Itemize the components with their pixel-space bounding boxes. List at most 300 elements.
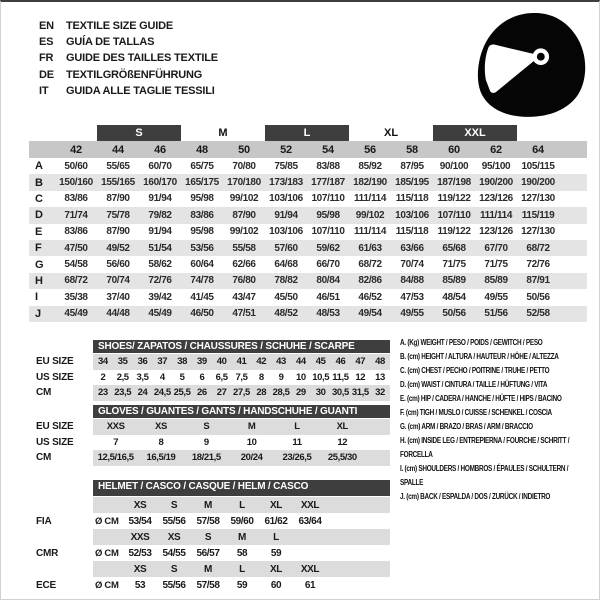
size-value-cell: 52/58 (526, 308, 550, 320)
size-value-cell: 10 (295, 371, 306, 383)
size-value-cell: 23,5 (114, 387, 132, 399)
measurement-letter: B (35, 176, 43, 189)
legend-item: I. (cm) SHOULDERS / HOMBROS / ÉPAULES / SCHULTERN / SPALLE (400, 464, 569, 487)
size-table-row (29, 174, 587, 190)
size-value-cell: 115/119 (521, 209, 555, 221)
row-pad-cell (559, 273, 587, 289)
size-value-cell: 28 (256, 387, 267, 399)
size-band (97, 125, 181, 141)
size-value-cell: 65/75 (190, 160, 214, 172)
row-label-spacer (29, 480, 93, 496)
size-value-cell: 66/70 (316, 259, 340, 271)
size-value-cell: 39/42 (148, 291, 172, 303)
size-value-cell: 30 (315, 387, 326, 399)
size-value-cell: 67/70 (484, 242, 508, 254)
row-pad-cell (559, 289, 587, 305)
size-value-cell: 62/66 (232, 259, 256, 271)
size-value-cell: 119/122 (437, 193, 471, 205)
size-table-row (29, 191, 587, 207)
size-value-cell: 34 (98, 356, 108, 368)
size-value-cell: 59 (236, 579, 248, 591)
size-value-cell: 103/106 (269, 226, 303, 238)
size-value-cell: 165/175 (185, 177, 219, 189)
size-value-cell: 45 (315, 356, 326, 368)
helmet-table-row (29, 577, 587, 593)
size-header-cell: 46 (139, 141, 181, 158)
size-value-cell: 41/45 (190, 291, 214, 303)
size-value-cell: 48/52 (274, 308, 298, 320)
size-band (349, 125, 433, 141)
size-value-cell: 47/53 (400, 291, 424, 303)
size-table-row (29, 158, 587, 174)
size-value-cell: 71/75 (484, 259, 508, 271)
size-value-cell: 60/64 (190, 259, 214, 271)
size-value-cell: 49/52 (106, 242, 130, 254)
size-value-cell: M (238, 531, 246, 543)
size-value-cell: 74/78 (190, 275, 214, 287)
row-label: CMR (36, 547, 59, 559)
size-value-cell: 45/49 (148, 308, 172, 320)
row-pad-cell (559, 256, 587, 272)
legend-item: J. (cm) BACK / ESPALDA / DOS / ZURÜCK / INDIETRO (400, 492, 551, 501)
size-value-cell: 70/74 (106, 275, 130, 287)
size-value-cell: 25,5/30 (327, 452, 357, 464)
size-value-cell: XS (155, 421, 167, 433)
size-value-cell: 107/110 (311, 226, 345, 238)
size-band (265, 125, 349, 141)
row-pad-cell (559, 240, 587, 256)
size-value-cell: 39 (196, 356, 207, 368)
legend-item: H. (cm) INSIDE LEG / ENTREPIERNA / FOURCHE / SCHRITT / FORCELLA (400, 436, 570, 459)
language-title: GUIDE DES TAILLES TEXTILE (66, 52, 218, 65)
language-title: GUIDA ALLE TAGLIE TESSILI (66, 84, 215, 97)
row-label: US SIZE (36, 436, 74, 448)
language-title: TEXTILE SIZE GUIDE (66, 20, 174, 32)
size-value-cell: 59/62 (316, 242, 340, 254)
size-band-row (29, 125, 587, 141)
size-value-cell: 111/114 (354, 193, 387, 205)
size-value-cell: 87/90 (106, 226, 130, 238)
helmet-table-cells (93, 513, 390, 529)
size-table-row (29, 207, 587, 223)
size-value-cell: 46 (335, 356, 346, 368)
size-value-cell: 18/21,5 (191, 452, 221, 464)
size-value-cell: 49/55 (484, 291, 508, 303)
legend-item: E. (cm) HIP / CADERA / HANCHE / HÜFTE / HIPS / BACINO (400, 394, 562, 403)
size-value-cell: 71/74 (64, 209, 88, 221)
size-value-cell: 47/50 (64, 242, 88, 254)
helmet-table-row (29, 513, 587, 529)
size-value-cell: 12 (337, 436, 348, 448)
size-value-cell: 56/57 (196, 547, 220, 559)
row-label: EU SIZE (36, 421, 74, 433)
size-table-row (29, 240, 587, 256)
size-value-cell: 61 (304, 579, 316, 591)
size-value-cell: 182/190 (353, 177, 387, 189)
size-value-cell: 55/56 (162, 579, 186, 591)
size-value-cell: 103/106 (269, 193, 303, 205)
size-value-cell: 63/66 (400, 242, 424, 254)
row-label: CM (36, 452, 52, 464)
size-value-cell: 160/170 (143, 177, 177, 189)
size-header-spacer (29, 141, 55, 158)
size-value-cell: XS (167, 531, 181, 543)
band-spacer (517, 125, 587, 141)
size-value-cell: 111/114 (480, 209, 513, 221)
size-value-cell: 9 (278, 371, 284, 383)
helmet-table-cells (93, 497, 390, 513)
size-header-cell: 62 (475, 141, 517, 158)
size-header-cell: 60 (433, 141, 475, 158)
size-value-cell: 51/54 (148, 242, 172, 254)
size-value-cell: XXL (300, 563, 320, 575)
gloves-table-cells (93, 435, 390, 451)
language-code: EN (39, 20, 54, 32)
size-value-cell: 11 (292, 436, 302, 448)
size-header-cell: 56 (349, 141, 391, 158)
size-value-cell: 53/56 (190, 242, 214, 254)
size-value-cell: 127/130 (521, 226, 555, 238)
size-value-cell: 63/64 (298, 515, 322, 527)
size-band-label: L (265, 125, 349, 141)
size-band-label: XL (384, 127, 399, 139)
size-value-cell: 57/60 (274, 242, 298, 254)
size-value-cell: 26 (196, 387, 207, 399)
size-value-cell: 58/62 (148, 259, 172, 271)
size-value-cell: 90/100 (439, 160, 469, 172)
size-value-cell: 32 (375, 387, 385, 399)
size-value-cell: L (239, 499, 245, 511)
helmet-table-cells (93, 561, 390, 577)
gloves-table-cells (93, 419, 390, 435)
size-value-cell: 44 (295, 356, 306, 368)
legend-item: C. (cm) CHEST / PECHO / POITRINE / TRUHE / PETTO (400, 366, 550, 375)
size-value-cell: 68/72 (358, 259, 382, 271)
size-table-row (29, 256, 587, 272)
size-value-cell: 8 (158, 436, 164, 448)
row-label: ECE (36, 579, 56, 591)
size-table-body (29, 158, 587, 322)
size-value-cell: 30,5 (332, 387, 349, 399)
measurement-letter: J (35, 307, 42, 320)
size-value-cell: 20/24 (240, 452, 263, 464)
size-value-cell: 111/114 (354, 226, 387, 238)
size-value-cell: 68/72 (526, 242, 550, 254)
size-value-cell: 11,5 (332, 371, 349, 383)
size-value-cell: 7 (113, 436, 119, 448)
size-value-cell: 46/52 (358, 291, 382, 303)
size-value-cell: 95/100 (481, 160, 511, 172)
size-value-cell: 47 (355, 356, 366, 368)
size-value-cell: 177/187 (311, 177, 345, 189)
shoes-table-title-bar: SHOES/ ZAPATOS / CHAUSSURES / SCHUHE / SCARPE (93, 340, 390, 353)
size-value-cell: 41 (236, 356, 247, 368)
measurement-letter: C (35, 192, 43, 205)
size-value-cell: 83/86 (64, 193, 88, 205)
size-table-row (29, 306, 587, 322)
legend-item: G. (cm) ARM / BRAZO / BRAS / ARM / BRACCIO (400, 422, 533, 431)
language-title: TEXTILGRÖßENFÜHRUNG (66, 68, 203, 81)
size-value-cell: 24 (137, 387, 148, 399)
size-value-cell: 82/86 (358, 275, 382, 287)
language-row (39, 34, 218, 50)
size-value-cell: 58 (236, 547, 248, 559)
size-value-cell: L (239, 563, 245, 575)
size-value-cell: 115/118 (395, 193, 429, 205)
size-value-cell: 83/86 (64, 226, 88, 238)
size-value-cell: 105/115 (521, 160, 555, 172)
size-value-cell: 72/76 (148, 275, 172, 287)
size-value-cell: 107/110 (311, 193, 345, 205)
size-band-label: M (218, 127, 228, 139)
language-code: DE (39, 68, 54, 81)
size-value-cell: S (170, 499, 178, 511)
size-value-cell: 5 (179, 371, 185, 383)
size-value-cell: 87/91 (526, 275, 550, 287)
size-value-cell: 60 (270, 579, 282, 591)
row-label: CM (36, 387, 52, 399)
size-value-cell: 53/54 (128, 515, 152, 527)
legend-item: D. (cm) WAIST / CINTURA / TAILLE / HÜFTUNG / VITA (400, 380, 548, 389)
size-value-cell: 87/90 (232, 209, 256, 221)
size-value-cell: 37/40 (106, 291, 130, 303)
textile-size-table (29, 125, 587, 322)
size-band-label: S (97, 125, 181, 141)
size-value-cell: 150/160 (59, 177, 93, 189)
helmet-table-row (29, 529, 587, 545)
helmet-table-row (29, 545, 587, 561)
size-value-cell: 36 (137, 356, 148, 368)
language-title: GUÍA DE TALLAS (66, 36, 155, 49)
size-header-cell: 50 (223, 141, 265, 158)
size-value-cell: 99/102 (355, 209, 385, 221)
size-value-cell: 48/54 (442, 291, 466, 303)
size-value-cell: 29 (295, 387, 306, 399)
shoes-table-cells (93, 370, 390, 386)
language-title-list (39, 18, 218, 99)
size-value-cell: S (203, 421, 210, 433)
size-value-cell: 84/88 (400, 275, 424, 287)
size-value-cell: 55/58 (232, 242, 256, 254)
size-value-cell: 2,5 (116, 371, 129, 383)
diameter-cm-label: Ø CM (95, 547, 119, 559)
size-value-cell: 83/88 (316, 160, 340, 172)
size-table-row (29, 273, 587, 289)
size-value-cell: 99/102 (229, 193, 259, 205)
size-value-cell: 91/94 (148, 193, 172, 205)
measurement-letter: I (35, 291, 39, 304)
size-value-cell: S (204, 531, 212, 543)
size-value-cell: 123/126 (479, 193, 513, 205)
measurement-letter: F (35, 242, 42, 255)
band-spacer (29, 125, 97, 141)
gloves-table-title-bar: GLOVES / GUANTES / GANTS / HANDSCHUHE / GUANTI (93, 405, 390, 418)
size-value-cell: 70/80 (232, 160, 256, 172)
size-value-cell: 23/26,5 (282, 452, 312, 464)
shoes-table-cells (93, 385, 390, 401)
helmet-table-row (29, 561, 587, 577)
size-value-cell: 9 (203, 436, 209, 448)
size-value-cell: 60/70 (148, 160, 172, 172)
size-value-cell: XL (336, 421, 348, 433)
size-value-cell: L (294, 421, 300, 433)
size-value-cell: 173/183 (269, 177, 303, 189)
size-value-cell: 47/51 (232, 308, 256, 320)
size-value-cell: 64/68 (274, 259, 298, 271)
size-value-cell: 45/50 (274, 291, 298, 303)
size-value-cell: 99/102 (229, 226, 259, 238)
size-table-row (29, 224, 587, 240)
size-value-cell: 76/80 (232, 275, 256, 287)
language-code: ES (39, 36, 54, 49)
helmet-table-cells (93, 529, 390, 545)
size-value-cell: 190/200 (479, 177, 513, 189)
size-value-cell: 190/200 (521, 177, 555, 189)
size-value-cell: 185/195 (395, 177, 429, 189)
size-header-cell: 58 (391, 141, 433, 158)
language-row (39, 50, 218, 66)
language-code: FR (39, 52, 54, 65)
measurement-letter: G (35, 258, 44, 271)
size-value-cell: 127/130 (521, 193, 555, 205)
size-value-cell: 2 (100, 371, 106, 383)
measurement-legend (400, 336, 590, 504)
size-value-cell: 57/58 (196, 515, 220, 527)
size-value-cell: 25,5 (173, 387, 191, 399)
measurement-letter: H (35, 274, 43, 287)
size-value-cell: 107/110 (437, 209, 471, 221)
size-value-cell: 24,5 (153, 387, 171, 399)
size-value-cell: 8 (258, 371, 264, 383)
size-band (181, 125, 265, 141)
size-value-cell: XL (270, 563, 282, 575)
size-value-cell: 85/92 (358, 160, 382, 172)
size-value-cell: 6,5 (215, 371, 228, 383)
helmet-table-cells (93, 577, 390, 593)
size-value-cell: 6 (199, 371, 205, 383)
measurement-letter: D (35, 209, 43, 222)
row-pad-cell (559, 207, 587, 223)
size-value-cell: M (247, 421, 256, 433)
size-value-cell: 91/94 (148, 226, 172, 238)
size-band (433, 125, 517, 141)
size-value-cell: 65/68 (442, 242, 466, 254)
row-label: US SIZE (36, 371, 74, 383)
gloves-table-cells (93, 450, 390, 466)
size-value-cell: L (273, 531, 279, 543)
size-value-cell: 91/94 (274, 209, 298, 221)
size-value-cell: 35 (117, 356, 128, 368)
size-value-cell: 16,5/19 (146, 452, 176, 464)
language-row (39, 67, 218, 83)
size-value-cell: 50/56 (526, 291, 550, 303)
row-pad-cell (559, 158, 587, 174)
legend-item: A. (Kg) WEIGHT / PESO / POIDS / GEWITCH / PESO (400, 338, 543, 347)
size-value-cell: 43/47 (232, 291, 256, 303)
size-value-cell: 28,5 (272, 387, 290, 399)
language-code: IT (39, 84, 49, 97)
size-header-cell: 52 (265, 141, 307, 158)
size-value-cell: 87/90 (106, 193, 130, 205)
size-value-cell: 13 (375, 371, 385, 383)
size-value-cell: 3,5 (136, 371, 149, 383)
size-value-cell: XL (270, 499, 282, 511)
size-value-cell: 57/58 (196, 579, 220, 591)
size-value-cell: 27,5 (233, 387, 250, 399)
size-value-cell: 38 (177, 356, 187, 368)
size-value-cell: 95/98 (190, 193, 214, 205)
size-value-cell: XXS (106, 421, 125, 433)
size-value-cell: 55/65 (106, 160, 130, 172)
size-value-cell: 95/98 (316, 209, 340, 221)
size-value-cell: 78/82 (274, 275, 298, 287)
size-header-cell: 64 (517, 141, 559, 158)
size-value-cell: 55/56 (162, 515, 186, 527)
legend-item: B. (cm) HEIGHT / ALTURA / HAUTEUR / HÖHE / ALTEZZA (400, 352, 559, 361)
size-value-cell: 87/95 (400, 160, 424, 172)
row-pad-cell (559, 224, 587, 240)
size-value-cell: 4 (159, 371, 165, 383)
size-value-cell: 48/53 (316, 308, 340, 320)
size-value-cell: 123/126 (479, 226, 513, 238)
racing-helmet-icon (475, 12, 589, 118)
shoes-table-cells (93, 354, 390, 370)
size-value-cell: 71/75 (442, 259, 466, 271)
language-row (39, 18, 218, 34)
size-value-cell: 12 (355, 371, 366, 383)
size-header-cell: 44 (97, 141, 139, 158)
size-value-cell: 46/51 (316, 291, 340, 303)
size-value-cell: M (204, 563, 212, 575)
size-value-cell: 61/62 (264, 515, 288, 527)
diameter-cm-label: Ø CM (95, 515, 119, 527)
size-value-cell: 23 (98, 387, 108, 399)
size-value-cell: 115/118 (395, 226, 429, 238)
size-value-cell: 80/84 (316, 275, 340, 287)
row-label-spacer (29, 340, 93, 353)
size-value-cell: 46/50 (190, 308, 214, 320)
size-value-cell: 31,5 (351, 387, 369, 399)
size-header-spacer (559, 141, 587, 158)
legend-item: F. (cm) TIGH / MUSLO / CUISSE / SCHENKEL / COSCIA (400, 408, 552, 417)
size-value-cell: 187/198 (437, 177, 471, 189)
size-value-cell: 59/60 (230, 515, 254, 527)
helmet-table-title-bar: HELMET / CASCO / CASQUE / HELM / CASCO (93, 480, 390, 496)
measurement-letter: A (35, 160, 43, 173)
row-label: FIA (36, 515, 52, 527)
size-value-cell: 10 (246, 436, 257, 448)
size-value-cell: XS (133, 563, 147, 575)
size-value-cell: 51/56 (484, 308, 508, 320)
row-pad-cell (559, 174, 587, 190)
size-value-cell: 79/82 (148, 209, 172, 221)
size-value-cell: 72/76 (526, 259, 550, 271)
size-value-cell: 7,5 (235, 371, 248, 383)
size-value-cell: 95/98 (190, 226, 214, 238)
size-value-cell: S (170, 563, 178, 575)
size-value-cell: M (204, 499, 212, 511)
size-table-row (29, 289, 587, 305)
size-value-cell: 54/55 (162, 547, 186, 559)
size-value-cell: 10,5 (312, 371, 330, 383)
size-value-cell: 44/48 (106, 308, 130, 320)
size-value-cell: 48 (375, 356, 385, 368)
row-pad-cell (559, 306, 587, 322)
size-value-cell: 49/55 (400, 308, 424, 320)
size-header-cell: 48 (181, 141, 223, 158)
row-label: EU SIZE (36, 356, 74, 368)
size-value-cell: 85/89 (484, 275, 508, 287)
